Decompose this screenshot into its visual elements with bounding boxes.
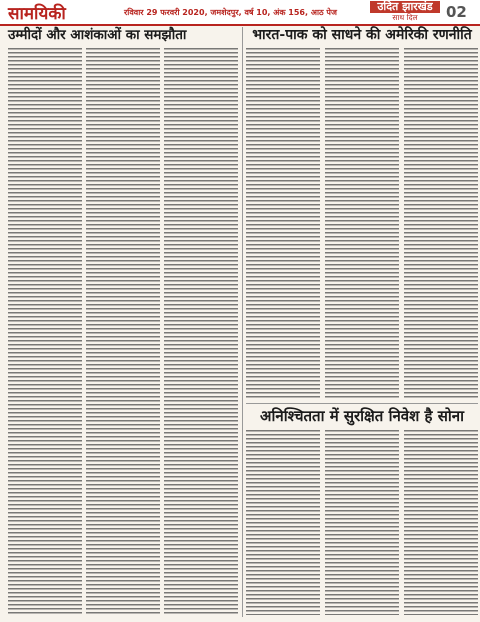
- main-article-headline: भारत-पाक को साधने की अमेरिकी रणनीति: [252, 27, 472, 43]
- newspaper-tagline: साथ दिल: [392, 13, 418, 22]
- section-divider: [246, 403, 478, 404]
- bottom-article-body-column: [325, 430, 399, 615]
- section-title: सामयिकी: [8, 4, 66, 24]
- left-article-headline: उम्मीदों और आशंकाओं का समझौता: [8, 27, 187, 43]
- bottom-article-body-column: [404, 430, 478, 615]
- page-header: [0, 0, 480, 26]
- left-article-body-column: [86, 48, 160, 615]
- page-number: 02: [446, 3, 467, 21]
- left-article-body-column: [164, 48, 238, 615]
- left-article-body-column: [8, 48, 82, 615]
- bottom-article-body-column: [246, 430, 320, 615]
- dateline: रविवार 29 फरवरी 2020, जमशेदपुर, वर्ष 10, अंक 156, आठ पेज: [124, 8, 337, 17]
- bottom-article-headline: अनिश्चितता में सुरक्षित निवेश है सोना: [260, 407, 464, 425]
- main-article-body-column: [404, 48, 478, 400]
- column-divider: [242, 27, 243, 617]
- newspaper-logo: उदित झारखंड: [370, 1, 440, 13]
- main-article-body-column: [325, 48, 399, 400]
- main-article-body-column: [246, 48, 320, 400]
